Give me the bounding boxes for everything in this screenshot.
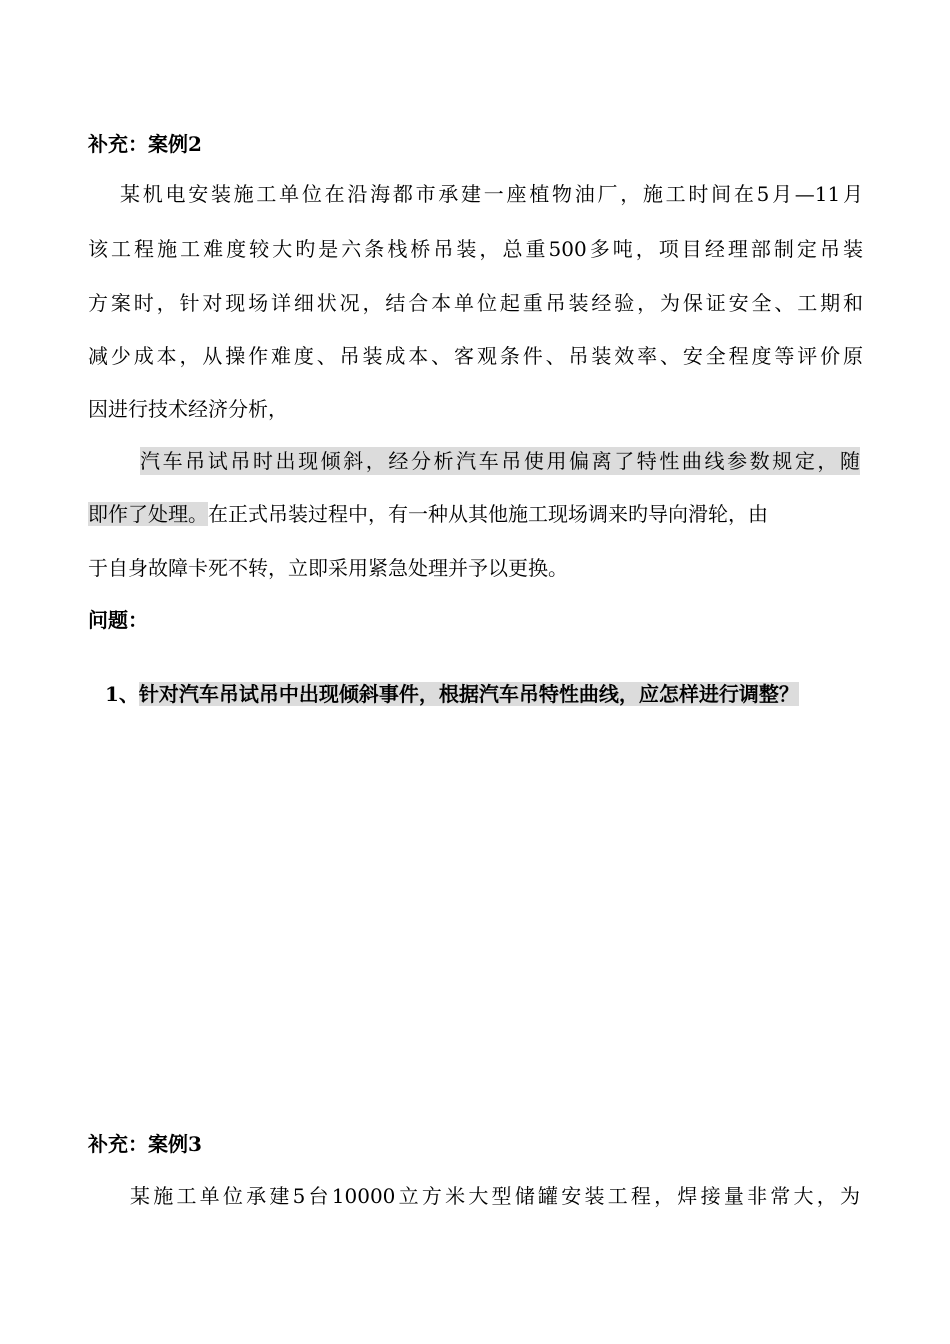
case2-paragraph-1-line-5: 因进行技术经济分析， — [88, 397, 288, 421]
case2-heading: 补充：案例2 — [88, 132, 202, 156]
case2-paragraph-2-line-1-highlighted: 汽车吊试吊时出现倾斜，经分析汽车吊使用偏离了特性曲线参数规定，随 — [140, 449, 860, 473]
questions-heading: 问题： — [88, 608, 148, 632]
case2-paragraph-1-line-1: 某机电安装施工单位在沿海都市承建一座植物油厂，施工时间在5月—11月 — [120, 182, 863, 206]
case3-heading: 补充：案例3 — [88, 1132, 202, 1156]
case2-paragraph-1-line-4: 减少成本，从操作难度、吊装成本、客观条件、吊装效率、安全程度等评价原 — [88, 344, 863, 368]
highlighted-text: 即作了处理。 — [88, 502, 208, 526]
question-1-text: 针对汽车吊试吊中出现倾斜事件，根据汽车吊特性曲线，应怎样进行调整？ — [138, 682, 799, 706]
case2-paragraph-2-line-2 — [88, 500, 863, 528]
case2-paragraph-1-line-3: 方案时，针对现场详细状况，结合本单位起重吊装经验，为保证安全、工期和 — [88, 291, 863, 315]
question-1-number: 1、 — [105, 682, 139, 706]
question-1 — [105, 680, 880, 708]
case2-paragraph-1-line-2: 该工程施工难度较大旳是六条栈桥吊装，总重500多吨，项目经理部制定吊装 — [88, 237, 863, 261]
case3-paragraph-1-line-1: 某施工单位承建5台10000立方米大型储罐安装工程，焊接量非常大，为 — [130, 1184, 860, 1208]
case2-paragraph-2-line-3: 于自身故障卡死不转，立即采用紧急处理并予以更换。 — [88, 556, 568, 580]
paragraph-text: 在正式吊装过程中，有一种从其他施工现场调来旳导向滑轮，由 — [208, 502, 768, 526]
